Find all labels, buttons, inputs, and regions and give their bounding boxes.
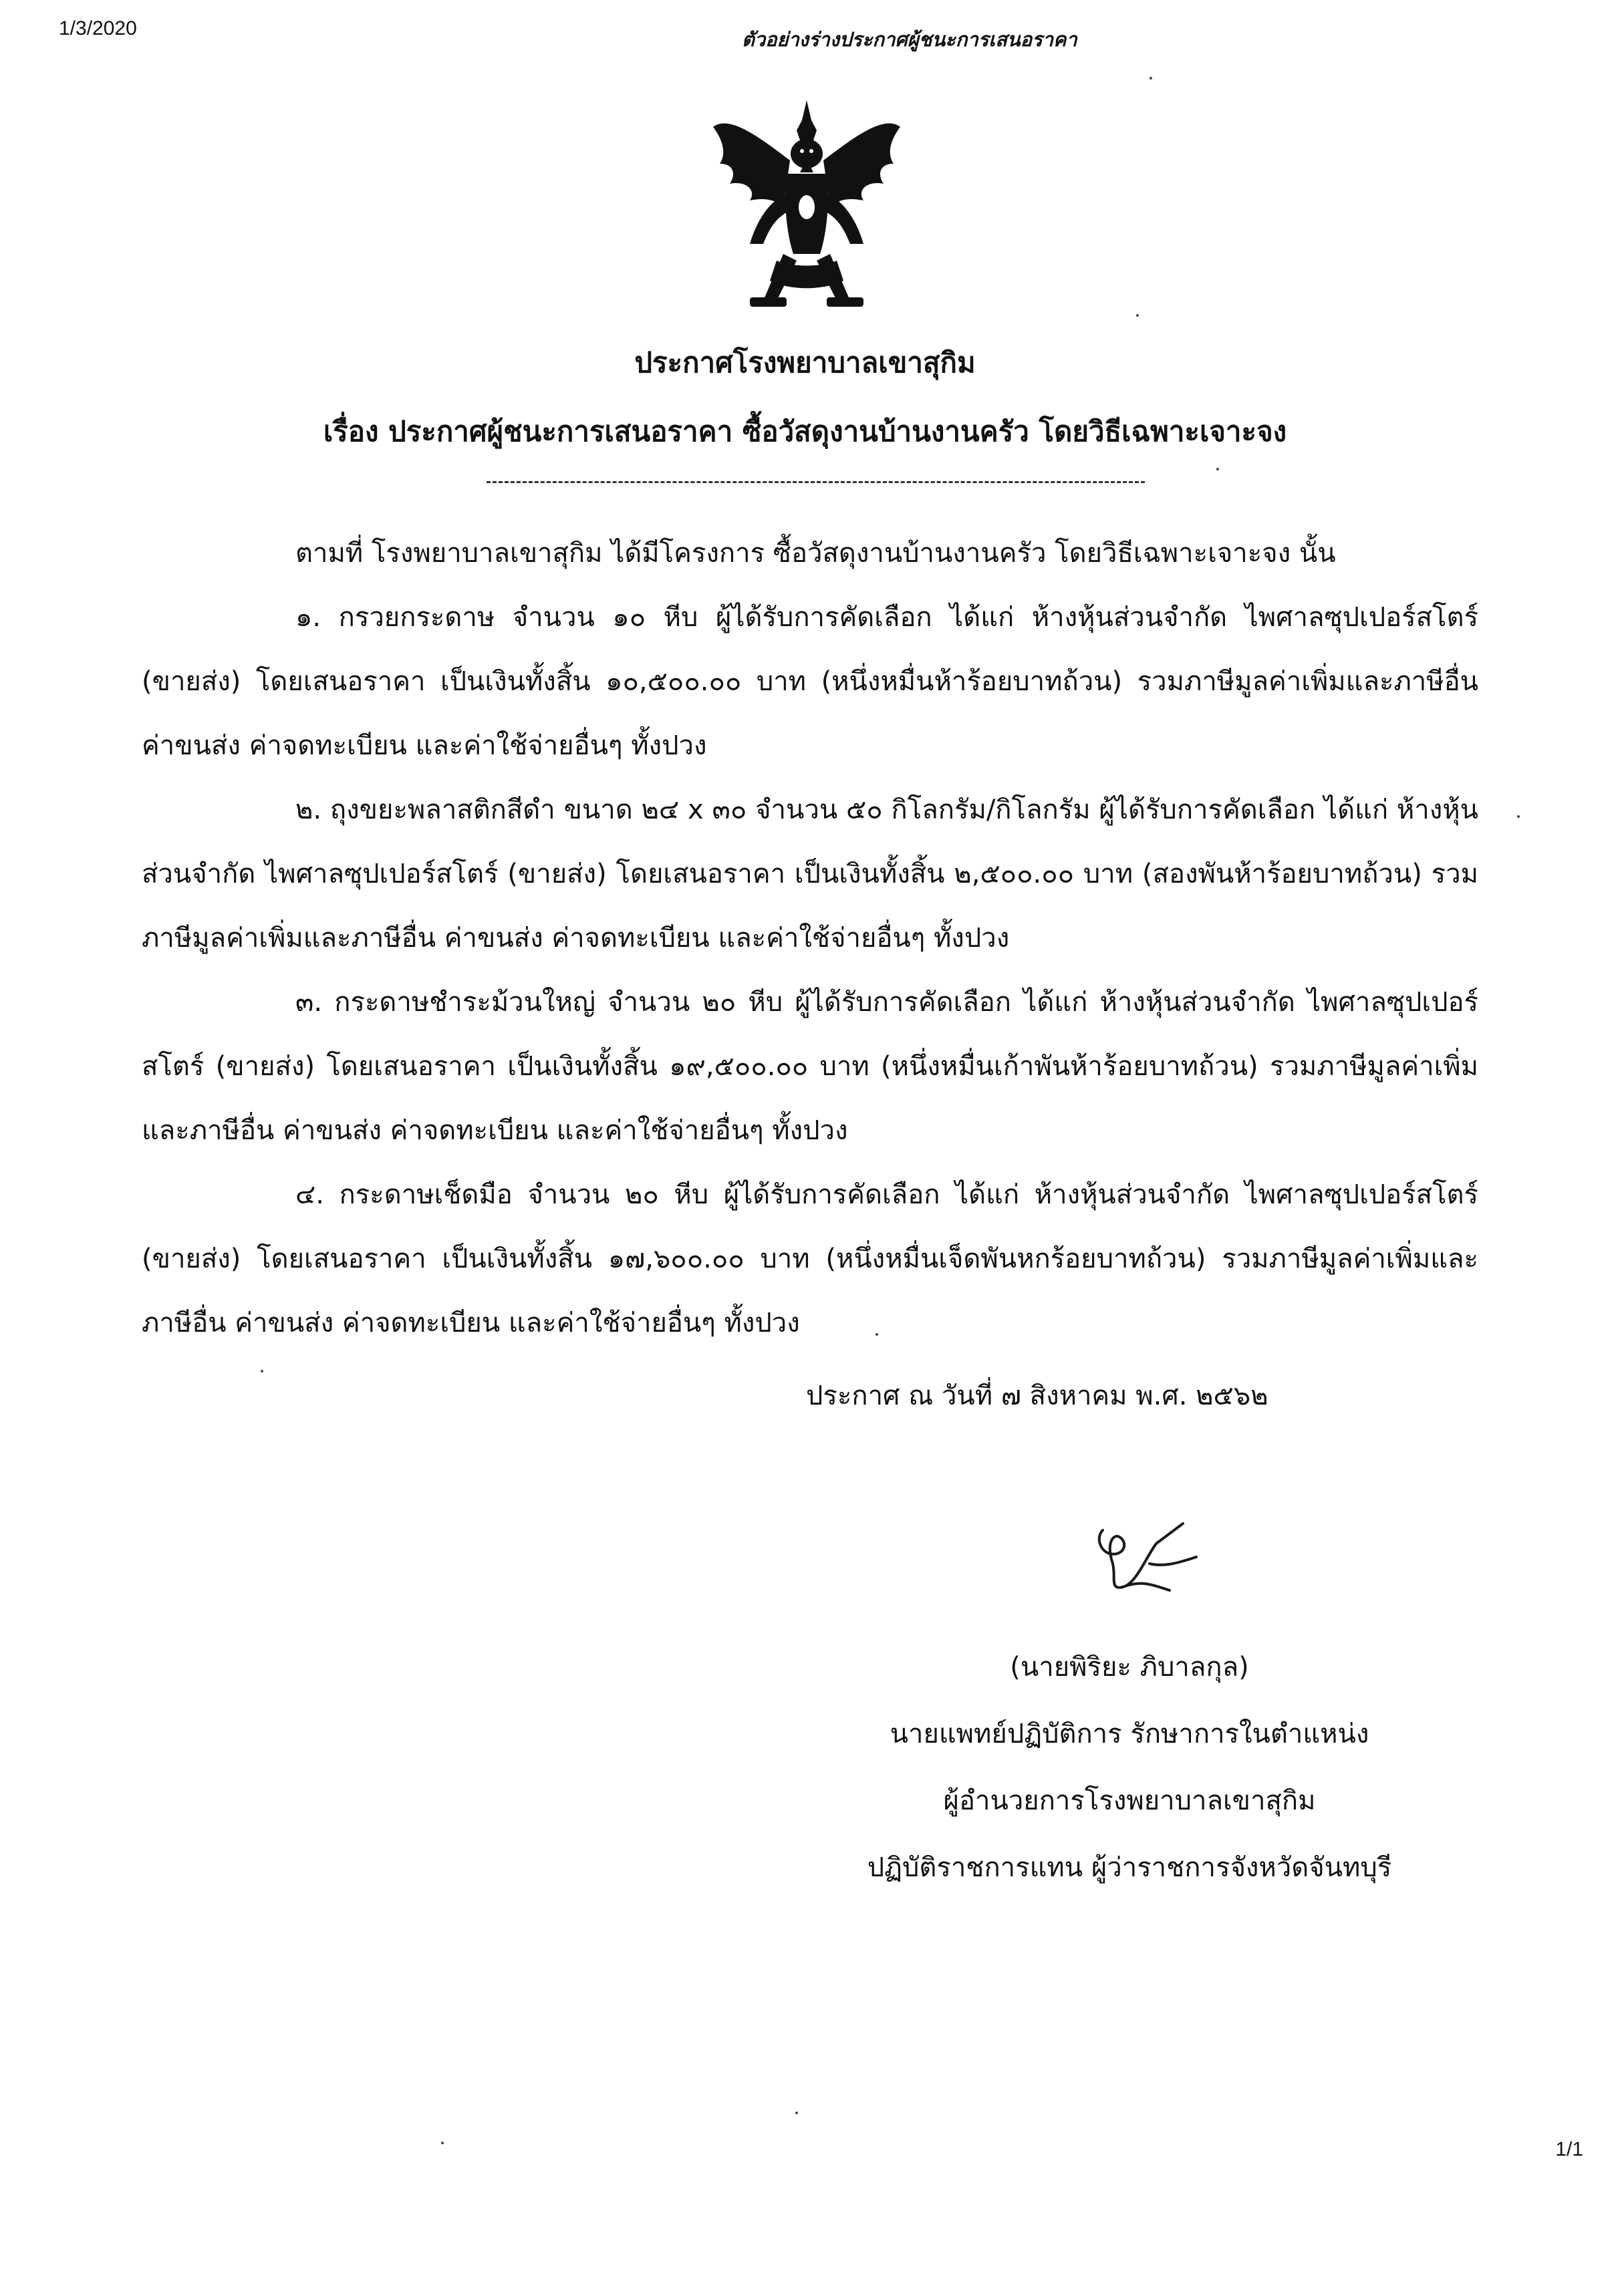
scan-speck [876,1333,878,1336]
body-text [142,521,1478,1355]
scan-speck [1150,77,1152,80]
print-date: 1/3/2020 [59,17,137,39]
scan-speck [261,1370,263,1373]
intro-paragraph: ตามที่ โรงพยาบาลเขาสุกิม ได้มีโครงการ ซื้อวัสดุงานบ้านงานครัว โดยวิธีเฉพาะเจาะจง นั้น [295,538,1336,569]
page-title: ประกาศโรงพยาบาลเขาสุกิม [634,346,976,379]
page-number: 1/1 [1555,2138,1583,2160]
divider [487,481,1145,483]
scan-speck [1136,314,1139,317]
item-paragraph: ๑. กรวยกระดาษ จำนวน ๑๐ หีบ ผู้ได้รับการคัดเลือก ได้แก่ ห้างหุ้นส่วนจำกัด ไพศาลซุปเปอร์สโตร์ (ขายส่ง) โดยเสนอราคา เป็นเงินทั้งสิ้น ๑๐,๕๐๐.๐๐ บาท (หนึ่งหมื่นห้าร้อยบาทถ้วน) รวมภาษีมูลค่าเพิ่มและภาษีอื่น ค่าขนส่ง ค่าจดทะเบียน และค่าใช้จ่ายอื่นๆ ทั้งปวง [142,602,1478,761]
item-paragraph: ๓. กระดาษชำระม้วนใหญ่ จำนวน ๒๐ หีบ ผู้ได้รับการคัดเลือก ได้แก่ ห้างหุ้นส่วนจำกัด ไพศาลซุปเปอร์สโตร์ (ขายส่ง) โดยเสนอราคา เป็นเงินทั้งสิ้น ๑๙,๕๐๐.๐๐ บาท (หนึ่งหมื่นเก้าพันห้าร้อยบาทถ้วน) รวมภาษีมูลค่าเพิ่มและภาษีอื่น ค่าขนส่ง ค่าจดทะเบียน และค่าใช้จ่ายอื่นๆ ทั้งปวง [142,987,1478,1146]
signature-block [822,1634,1437,1901]
scan-speck [1517,815,1520,818]
scan-speck [795,2112,798,2114]
garuda-emblem-icon [710,100,904,311]
signatory-position: ผู้อำนวยการโรงพยาบาลเขาสุกิม [943,1785,1316,1816]
signatory-position: ปฏิบัติราชการแทน ผู้ว่าราชการจังหวัดจันทบุรี [867,1852,1392,1883]
document-template-title: ตัวอย่างร่างประกาศผู้ชนะการเสนอราคา [742,28,1077,51]
item-paragraph: ๒. ถุงขยะพลาสติกสีดำ ขนาด ๒๔ x ๓๐ จำนวน ๕๐ กิโลกรัม/กิโลกรัม ผู้ได้รับการคัดเลือก ได้แก่ ห้างหุ้นส่วนจำกัด ไพศาลซุปเปอร์สโตร์ (ขายส่ง) โดยเสนอราคา เป็นเงินทั้งสิ้น ๒,๕๐๐.๐๐ บาท (สองพันห้าร้อยบาทถ้วน) รวมภาษีมูลค่าเพิ่มและภาษีอื่น ค่าขนส่ง ค่าจดทะเบียน และค่าใช้จ่ายอื่นๆ ทั้งปวง [142,795,1478,954]
subject-line: เรื่อง ประกาศผู้ชนะการเสนอราคา ซื้อวัสดุงานบ้านงานครัว โดยวิธีเฉพาะเจาะจง [323,415,1287,448]
scan-speck [1216,468,1219,470]
scan-speck [441,2142,444,2144]
signatory-position: นายแพทย์ปฏิบัติการ รักษาการในตำแหน่ง [890,1719,1369,1749]
announcement-date: ประกาศ ณ วันที่ ๗ สิงหาคม พ.ศ. ๒๕๖๒ [806,1381,1268,1411]
handwritten-signature-icon [1083,1517,1203,1604]
item-paragraph: ๔. กระดาษเช็ดมือ จำนวน ๒๐ หีบ ผู้ได้รับการคัดเลือก ได้แก่ ห้างหุ้นส่วนจำกัด ไพศาลซุปเปอร์สโตร์ (ขายส่ง) โดยเสนอราคา เป็นเงินทั้งสิ้น ๑๗,๖๐๐.๐๐ บาท (หนึ่งหมื่นเจ็ดพันหกร้อยบาทถ้วน) รวมภาษีมูลค่าเพิ่มและภาษีอื่น ค่าขนส่ง ค่าจดทะเบียน และค่าใช้จ่ายอื่นๆ ทั้งปวง [142,1179,1478,1338]
signatory-name: (นายพิริยะ ภิบาลกุล) [1010,1652,1249,1683]
